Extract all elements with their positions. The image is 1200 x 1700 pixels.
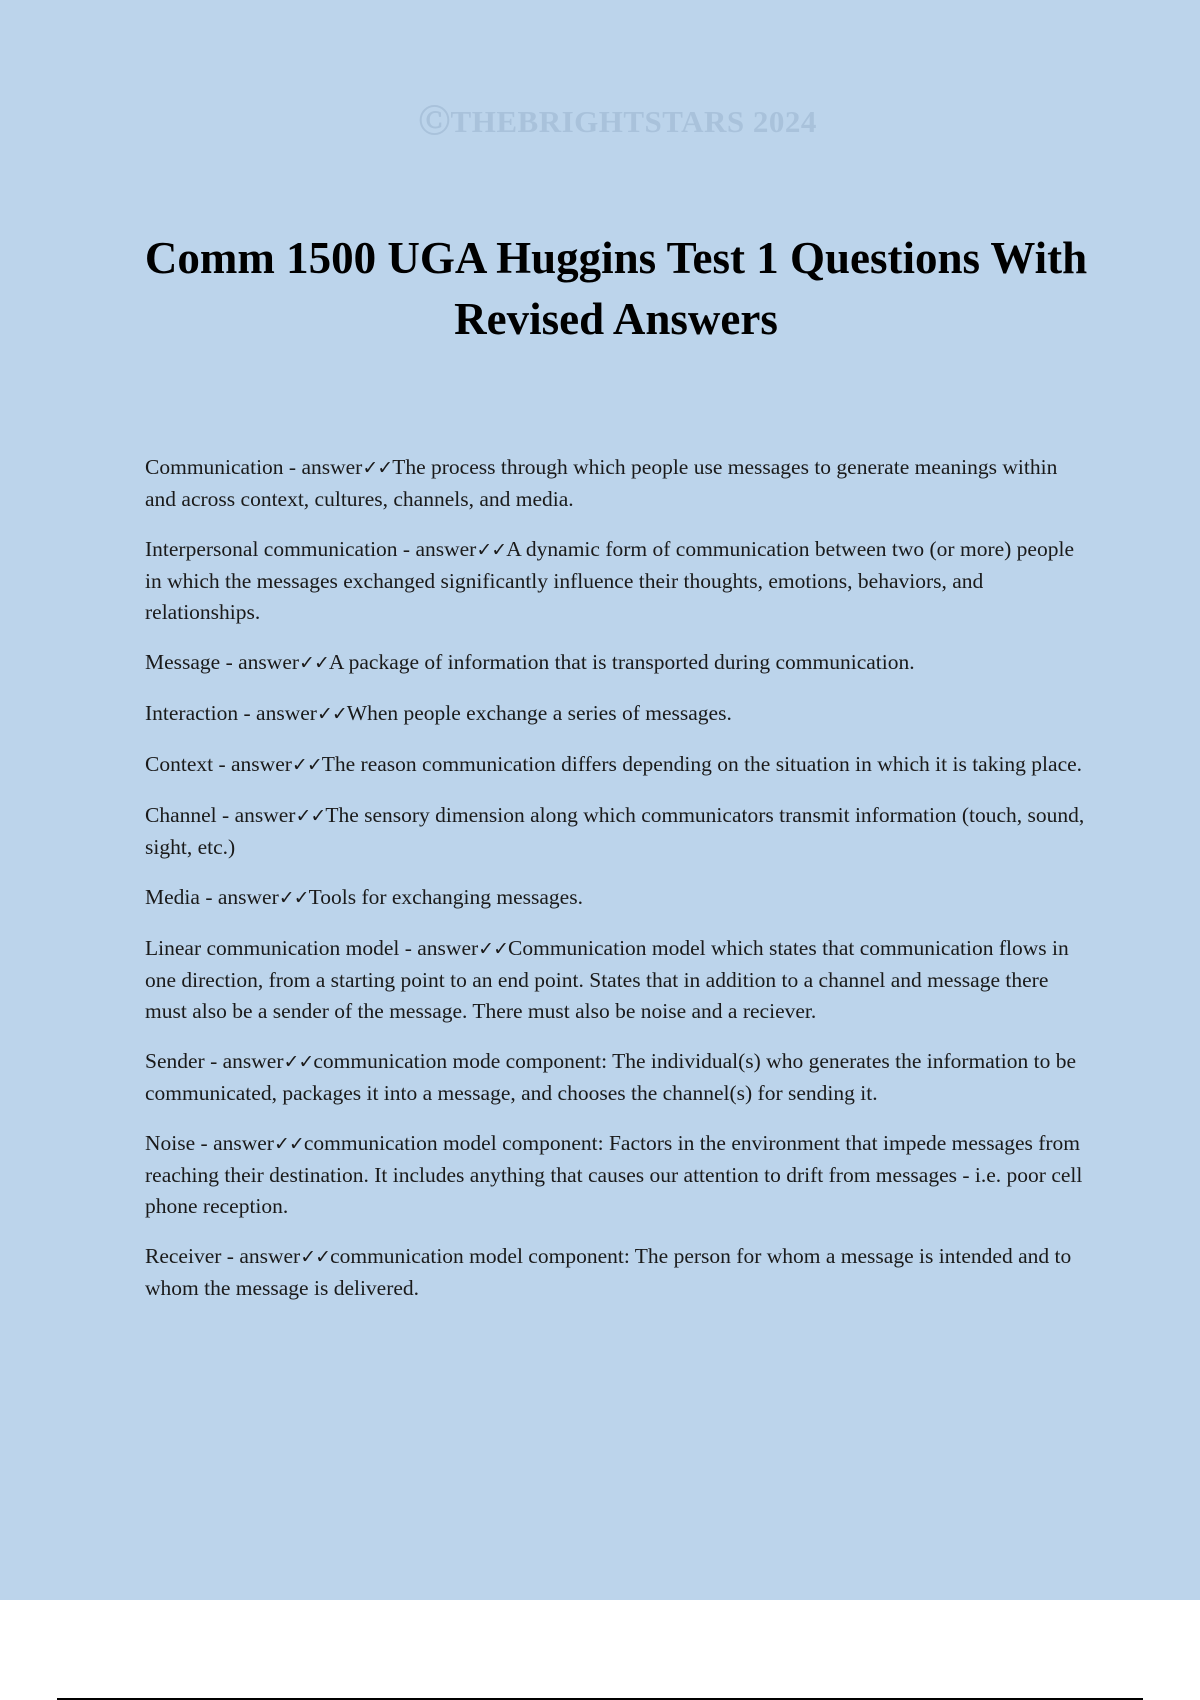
- entry-term: Media: [145, 885, 200, 909]
- entry-definition: Tools for exchanging messages.: [308, 885, 583, 909]
- entry-term: Communication: [145, 455, 284, 479]
- answer-separator: - answer: [213, 752, 292, 776]
- entry-sender: [145, 1046, 1090, 1109]
- answer-separator: - answer: [195, 1131, 274, 1155]
- entry-interpersonal-communication: [145, 534, 1090, 628]
- entry-definition: communication model component: The person for whom a message is intended and to whom the message is delivered.: [145, 1244, 1072, 1300]
- entry-definition: Communication model which states that communication flows in one direction, from a starting point to an end point. States that in addition to a channel and message there must also be a sender of the message. There must also be noise and a reciever.: [145, 936, 1069, 1023]
- entry-noise: [145, 1128, 1090, 1222]
- entry-definition: The reason communication differs depending on the situation in which it is taking place.: [321, 752, 1083, 776]
- entry-definition: The process through which people use messages to generate meanings within and across context, cultures, channels, and media.: [145, 455, 1058, 511]
- entry-message: [145, 647, 1090, 679]
- entry-communication: [145, 452, 1090, 515]
- answer-separator: - answer: [199, 885, 279, 909]
- check-marks-icon: ✓✓: [295, 805, 326, 827]
- entry-term: Interpersonal communication: [145, 537, 398, 561]
- entry-term: Linear communication model: [145, 936, 400, 960]
- check-marks-icon: ✓✓: [316, 703, 347, 725]
- entry-list: [145, 452, 1090, 1323]
- entry-definition: communication model component: Factors in the environment that impede messages from reaching their destination. It includes anything that causes our attention to drift from messages - i.e. poor cell phone reception.: [145, 1131, 1083, 1218]
- entry-definition: A package of information that is transported during communication.: [328, 650, 915, 674]
- entry-interaction: [145, 698, 1090, 730]
- entry-context: [145, 749, 1090, 781]
- answer-separator: - answer: [220, 650, 300, 674]
- entry-definition: When people exchange a series of messages.: [346, 701, 732, 725]
- answer-separator: - answer: [221, 1244, 301, 1268]
- entry-term: Message: [145, 650, 221, 674]
- check-marks-icon: ✓✓: [300, 1246, 331, 1268]
- check-marks-icon: ✓✓: [362, 457, 393, 479]
- answer-separator: - answer: [399, 936, 479, 960]
- entry-media: [145, 882, 1090, 914]
- answer-separator: - answer: [283, 455, 363, 479]
- entry-term: Interaction: [145, 701, 239, 725]
- entry-receiver: [145, 1241, 1090, 1304]
- entry-term: Channel: [145, 803, 217, 827]
- entry-definition: The sensory dimension along which communicators transmit information (touch, sound, sight, etc.): [145, 803, 1085, 859]
- check-marks-icon: ✓✓: [299, 652, 329, 674]
- document-title: Comm 1500 UGA Huggins Test 1 Questions With Revised Answers: [144, 233, 1088, 344]
- entry-definition: communication mode component: The individual(s) who generates the information to be communicated, packages it into a message, and chooses the channel(s) for sending it.: [145, 1049, 1077, 1105]
- entry-definition: A dynamic form of communication between two (or more) people in which the messages exchanged significantly influence their thoughts, emotions, behaviors, and relationships.: [145, 537, 1074, 624]
- entry-channel: [145, 800, 1090, 863]
- answer-separator: - answer: [204, 1049, 284, 1073]
- check-marks-icon: ✓✓: [478, 938, 508, 960]
- check-marks-icon: ✓✓: [278, 887, 309, 909]
- check-marks-icon: ✓✓: [291, 754, 322, 776]
- entry-term: Sender: [145, 1049, 205, 1073]
- check-marks-icon: ✓✓: [476, 539, 507, 561]
- entry-linear-communication-model: [145, 933, 1090, 1027]
- entry-term: Context: [145, 752, 214, 776]
- check-marks-icon: ✓✓: [283, 1051, 314, 1073]
- check-marks-icon: ✓✓: [273, 1133, 304, 1155]
- entry-term: Receiver: [145, 1244, 222, 1268]
- entry-term: Noise: [145, 1131, 196, 1155]
- answer-separator: - answer: [397, 537, 477, 561]
- answer-separator: - answer: [216, 803, 296, 827]
- answer-separator: - answer: [238, 701, 317, 725]
- watermark: ⒸTHEBRIGHTSTARS 2024: [419, 104, 817, 139]
